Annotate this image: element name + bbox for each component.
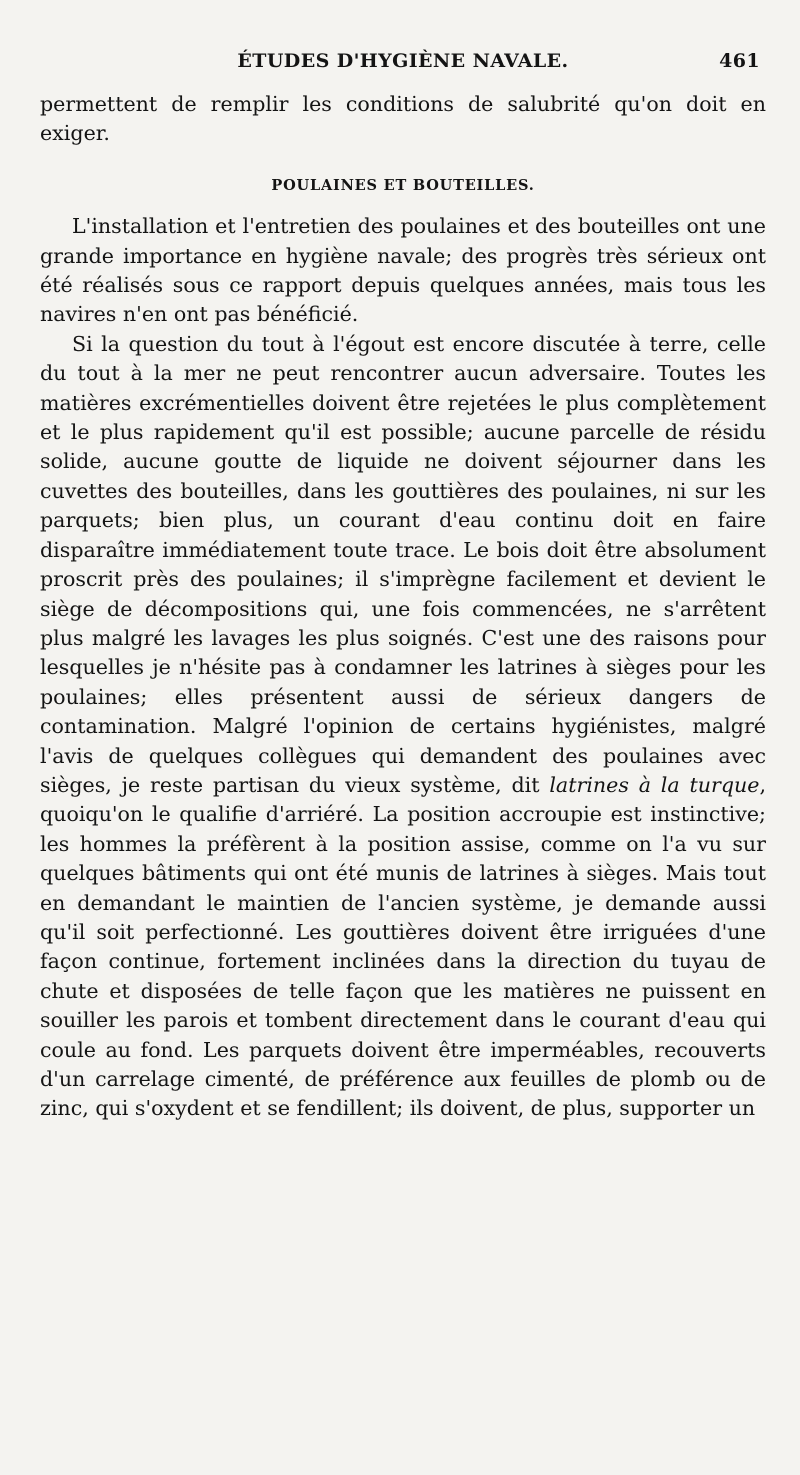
paragraph-installation: L'installation et l'entretien des poulaines et des bouteilles ont une grande importance en hygiène navale; des progrès très sérieux ont été réalisés sous ce rapport depuis quelques années, mais tous les navires n'en ont pas bénéficié. [40, 214, 766, 327]
paragraph-text-after-term: , quoiqu'on le qualifie d'arriéré. La position accroupie est instinctive; les hommes la préfèrent à la position assise, comme on l'a vu sur quelques bâtiments qui ont été munis de latrines à sièges. Mais tout en demandant le maintien de l'ancien système, je demande aussi qu'il soit perfectionné. Les gouttières doivent être irriguées d'une façon continue, fortement inclinées dans la direction du tuyau de chute et disposées de telle façon que les matières ne puissent en souiller les parois et tombent directement dans le courant d'eau qui coule au fond. Les parquets doivent être imperméables, recouverts d'un carrelage cimenté, de préférence aux feuilles de plomb ou de zinc, qui s'oxydent et se fendillent; ils doivent, de plus, supporter un [40, 772, 767, 1121]
section-heading: POULAINES ET BOUTEILLES. [271, 176, 535, 194]
paragraph-tout-a-la-mer [40, 330, 766, 1124]
italic-term: latrines à la turque [549, 772, 760, 797]
running-title: ÉTUDES D'HYGIÈNE NAVALE. [237, 50, 569, 72]
body-text [40, 90, 766, 1124]
page-number: 461 [719, 50, 760, 72]
carryover-paragraph: permettent de remplir les conditions de salubrité qu'on doit en exiger. [40, 92, 766, 146]
paragraph-text-before-term: Si la question du tout à l'égout est encore discutée à terre, celle du tout à la mer ne peut rencontrer aucun adversaire. Toutes les matières excrémentielles doivent être rejetées le plus complètement et le plus rapidement qu'il est possible; aucune parcelle de résidu solide, aucune goutte de liquide ne doivent séjourner dans les cuvettes des bouteilles, dans les gouttières des poulaines, ni sur les parquets; bien plus, un courant d'eau continu doit en faire disparaître immédiatement toute trace. Le bois doit être absolument proscrit près des poulaines; il s'imprègne facilement et devient le siège de décompositions qui, une fois commencées, ne s'arrêtent plus malgré les lavages les plus soignés. C'est une des raisons pour lesquelles je n'hésite pas à condamner les latrines à sièges pour les poulaines; elles présentent aussi de sérieux dangers de contamination. Malgré l'opinion de certains hygiénistes, malgré l'avis de quelques collègues qui demandent des poulaines avec sièges, je reste partisan du vieux système, dit [40, 331, 766, 797]
running-head [40, 46, 766, 90]
